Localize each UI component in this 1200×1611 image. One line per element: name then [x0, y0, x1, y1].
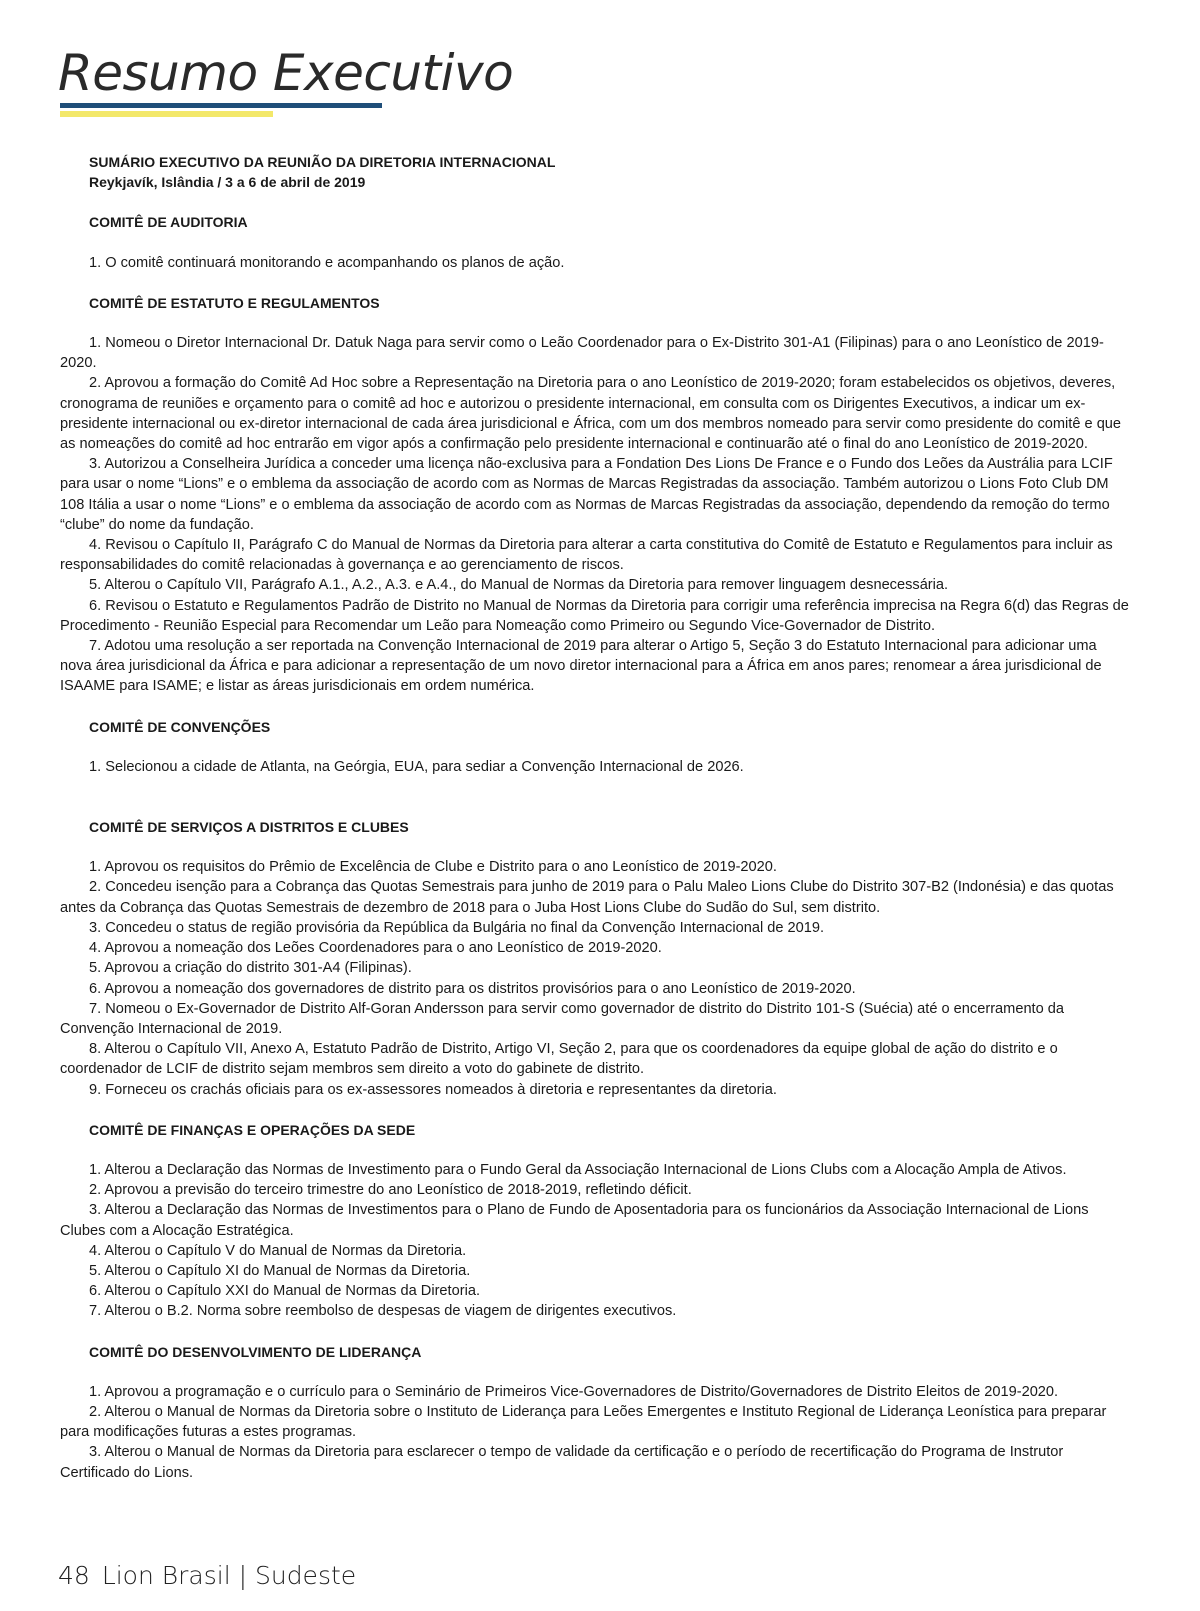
list-item: 1. Aprovou a programação e o currículo para o Seminário de Primeiros Vice-Governadores de Distrito/Governadores de Distrito Eleitos de 2019-2020.	[89, 1383, 1059, 1400]
page-number: 48	[58, 1561, 90, 1590]
summary-heading: SUMÁRIO EXECUTIVO DA REUNIÃO DA DIRETORIA INTERNACIONAL	[89, 154, 556, 170]
list-item: 1. Nomeou o Diretor Internacional Dr. Datuk Naga para servir como o Leão Coordenador para o Ex-Distrito 301-A1 (Filipinas) para o ano Leonístico de 2019-2020.	[60, 335, 1104, 372]
section-title-convencoes: COMITÊ DE CONVENÇÕES	[89, 718, 271, 735]
list-item: 3. Alterou o Manual de Normas da Diretoria para esclarecer o tempo de validade da certificação e o período de recertificação do Programa de Instrutor Certificado do Lions.	[60, 1444, 1064, 1481]
list-item: 1. O comitê continuará monitorando e acompanhando os planos de ação.	[89, 254, 565, 271]
list-item: 3. Alterou a Declaração das Normas de Investimentos para o Plano de Fundo de Aposentadoria para os funcionários da Associação Internacional de Lions Clubes com a Alocação Estratégica.	[60, 1202, 1089, 1239]
section-title-lideranca: COMITÊ DO DESENVOLVIMENTO DE LIDERANÇA	[89, 1343, 422, 1360]
page-title: Resumo Executivo	[58, 44, 514, 102]
page-footer	[58, 1561, 356, 1590]
meeting-location-date: Reykjavík, Islândia / 3 a 6 de abril de 2019	[89, 174, 366, 191]
section-title-auditoria: COMITÊ DE AUDITORIA	[89, 214, 248, 231]
list-item: 9. Forneceu os crachás oficiais para os ex-assessores nomeados à diretoria e representantes da diretoria.	[89, 1081, 777, 1098]
list-item: 4. Alterou o Capítulo V do Manual de Normas da Diretoria.	[89, 1242, 467, 1259]
list-item: 7. Alterou o B.2. Norma sobre reembolso de despesas de viagem de dirigentes executivos.	[89, 1303, 677, 1320]
list-item: 5. Alterou o Capítulo XI do Manual de Normas da Diretoria.	[89, 1262, 471, 1279]
list-item: 1. Alterou a Declaração das Normas de Investimento para o Fundo Geral da Associação Internacional de Lions Clubs com a Alocação Ampla de Ativos.	[89, 1161, 1067, 1178]
section-title-estatuto: COMITÊ DE ESTATUTO E REGULAMENTOS	[89, 294, 380, 311]
title-underline-yellow	[60, 111, 273, 117]
list-item: 6. Aprovou a nomeação dos governadores de distrito para os distritos provisórios para o ano Leonístico de 2019-2020.	[89, 980, 856, 997]
list-item: 7. Nomeou o Ex-Governador de Distrito Alf-Goran Andersson para servir como governador de distrito do Distrito 101-S (Suécia) até o encerramento da Convenção Internacional de 2019.	[60, 1000, 1065, 1037]
publication-name: Lion Brasil | Sudeste	[101, 1561, 357, 1590]
list-item: 4. Aprovou a nomeação dos Leões Coordenadores para o ano Leonístico de 2019-2020.	[89, 940, 662, 957]
list-item: 3. Concedeu o status de região provisória da República da Bulgária no final da Convenção Internacional de 2019.	[89, 919, 825, 936]
list-item: 5. Aprovou a criação do distrito 301-A4 (Filipinas).	[89, 960, 412, 977]
section-title-financas: COMITÊ DE FINANÇAS E OPERAÇÕES DA SEDE	[89, 1121, 416, 1138]
list-item: 1. Aprovou os requisitos do Prêmio de Excelência de Clube e Distrito para o ano Leonístico de 2019-2020.	[89, 859, 777, 876]
list-item: 2. Aprovou a previsão do terceiro trimestre do ano Leonístico de 2018-2019, refletindo déficit.	[89, 1182, 692, 1199]
list-item: 7. Adotou uma resolução a ser reportada na Convenção Internacional de 2019 para alterar o Artigo 5, Seção 3 do Estatuto Internacional para adicionar uma nova área jurisdicional da África e para adicionar a representação de um novo diretor internacional para a África em anos pares; renomear a área jurisdicional de ISAAME para ISAME; e listar as áreas jurisdicionais em ordem numérica.	[60, 638, 1102, 695]
document-body	[60, 152, 1132, 1483]
list-item: 6. Revisou o Estatuto e Regulamentos Padrão de Distrito no Manual de Normas da Diretoria para corrigir uma referência imprecisa na Regra 6(d) das Regras de Procedimento - Reunião Especial para Recomendar um Leão para Nomeação como Primeiro ou Segundo Vice-Governador de Distrito.	[60, 597, 1129, 634]
list-item: 8. Alterou o Capítulo VII, Anexo A, Estatuto Padrão de Distrito, Artigo VI, Seção 2, para que os coordenadores da equipe global de ação do distrito e o coordenador de LCIF de distrito sejam membros sem direito a voto do gabinete de distrito.	[60, 1041, 1058, 1078]
list-item: 2. Aprovou a formação do Comitê Ad Hoc sobre a Representação na Diretoria para o ano Leonístico de 2019-2020; foram estabelecidos os objetivos, deveres, cronograma de reuniões e orçamento para o comitê ad hoc e autorizou o presidente internacional, em consulta com os Dirigentes Executivos, a indicar um ex-presidente internacional ou ex-diretor internacional de cada área jurisdicional e África, com um dos membros nomeado para servir como presidente do comitê e que as nomeações do comitê ad hoc entrarão em vigor após a confirmação pelo presidente internacional e continuarão até o final do ano Leonístico de 2019-2020.	[60, 375, 1122, 453]
list-item: 5. Alterou o Capítulo VII, Parágrafo A.1., A.2., A.3. e A.4., do Manual de Normas da Diretoria para remover linguagem desnecessária.	[89, 577, 949, 594]
list-item: 1. Selecionou a cidade de Atlanta, na Geórgia, EUA, para sediar a Convenção Internacional de 2026.	[89, 758, 744, 775]
section-title-servicos: COMITÊ DE SERVIÇOS A DISTRITOS E CLUBES	[89, 819, 409, 836]
list-item: 2. Concedeu isenção para a Cobrança das Quotas Semestrais para junho de 2019 para o Palu Maleo Lions Clube do Distrito 307-B2 (Indonésia) e das quotas antes da Cobrança das Quotas Semestrais de dezembro de 2018 para o Juba Host Lions Clube do Sudão do Sul, sem distrito.	[60, 879, 1114, 916]
list-item: 6. Alterou o Capítulo XXI do Manual de Normas da Diretoria.	[89, 1283, 480, 1300]
title-underline-blue	[60, 103, 382, 108]
list-item: 3. Autorizou a Conselheira Jurídica a conceder uma licença não-exclusiva para a Fondation Des Lions De France e o Fundo dos Leões da Austrália para LCIF para usar o nome “Lions” e o emblema da associação de acordo com as Normas de Marcas Registradas da associação. Também autorizou o Lions Foto Club DM 108 Itália a usar o nome “Lions” e o emblema da associação de acordo com as Normas de Marcas Registradas da associação, dependendo da remoção do termo “clube” do nome da fundação.	[60, 456, 1113, 533]
list-item: 2. Alterou o Manual de Normas da Diretoria sobre o Instituto de Liderança para Leões Emergentes e Instituto Regional de Liderança Leonística para preparar para modificações futuras a estes programas.	[60, 1403, 1107, 1441]
list-item: 4. Revisou o Capítulo II, Parágrafo C do Manual de Normas da Diretoria para alterar a carta constitutiva do Comitê de Estatuto e Regulamentos para incluir as responsabilidades do comitê relacionadas à governança e ao gerenciamento de riscos.	[60, 537, 1113, 574]
